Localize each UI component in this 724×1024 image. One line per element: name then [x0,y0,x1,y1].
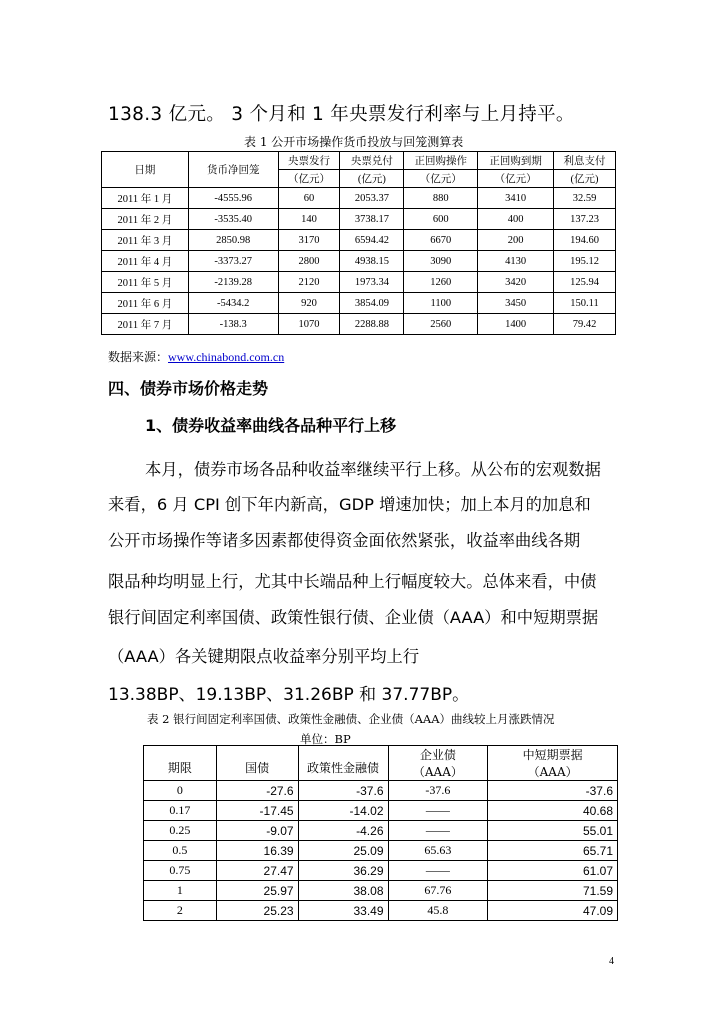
table1-cell: 3450 [478,293,554,314]
table1-caption: 表 1 公开市场操作货币投放与回笼测算表 [244,135,464,149]
table1-cell: 2011 年 4 月 [102,251,189,272]
table2-header-term: 期限 [144,746,217,781]
table1-cell: 400 [478,209,554,230]
table1-cell: 140 [278,209,340,230]
table1-header-redeem: 央票兑付 [340,152,404,170]
table1-cell: 3170 [278,230,340,251]
table1-cell: 3738.17 [340,209,404,230]
table1-row [102,272,616,293]
table1-cell: -138.3 [188,314,278,335]
page-number: 4 [609,956,614,967]
paragraph-line: 公开市场操作等诸多因素都使得资金面依然紧张，收益率曲线各期 [108,531,581,550]
table2-row [144,881,618,901]
table2-cell: 65.63 [388,841,488,861]
table1-cell: -2139.28 [188,272,278,293]
table1-cell: 2011 年 6 月 [102,293,189,314]
table1-cell: 2800 [278,251,340,272]
table2-cell: 47.09 [488,901,618,921]
table2-cell: 25.23 [216,901,298,921]
paragraph-line: 限品种均明显上行，尤其中长端品种上行幅度较大。总体来看，中债 [108,572,597,591]
table1-header-net: 货币净回笼 [188,152,278,188]
data-source-label: 数据来源： [108,350,169,364]
table2-cell: -9.07 [216,821,298,841]
table2-cell: -17.45 [216,801,298,821]
table1-cell: 1100 [404,293,478,314]
table1-cell: 2850.98 [188,230,278,251]
table1-cell: 2120 [278,272,340,293]
table1-cell: 3410 [478,188,554,209]
table1-cell: 600 [404,209,478,230]
table1-cell: 150.11 [554,293,616,314]
table2-cell: 65.71 [488,841,618,861]
table1-row [102,293,616,314]
table2-cell: 61.07 [488,861,618,881]
table1-header-date: 日期 [102,152,189,188]
table1-cell: 2011 年 1 月 [102,188,189,209]
table2-row [144,801,618,821]
table1-cell: 2011 年 7 月 [102,314,189,335]
table1-header-issue: 央票发行 [278,152,340,170]
table1-cell: 2560 [404,314,478,335]
table2-cell: -37.6 [388,781,488,801]
table1-cell: 195.12 [554,251,616,272]
table2-body [144,781,618,921]
table1-body [102,188,616,335]
table1-cell: 1973.34 [340,272,404,293]
table2-cell: 0 [144,781,217,801]
table2-cell: 36.29 [298,861,388,881]
table2-cell: -27.6 [216,781,298,801]
top-line-text: 138.3 亿元。 3 个月和 1 年央票发行利率与上月持平。 [108,104,575,125]
table1-cell: 60 [278,188,340,209]
table2-header-row [144,746,618,764]
table1-cell: -3373.27 [188,251,278,272]
paragraph-line: 银行间固定利率国债、政策性银行债、企业债（AAA）和中短期票据 [108,608,599,627]
table1-cell: -5434.2 [188,293,278,314]
table2-header-corp-rating: （AAA） [388,763,488,781]
table2-cell: 71.59 [488,881,618,901]
table1-row [102,209,616,230]
table1-cell: 200 [478,230,554,251]
table2-cell: 27.47 [216,861,298,881]
paragraph-line: 13.38BP、19.13BP、31.26BP 和 37.77BP。 [108,685,470,705]
table1-cell: 1070 [278,314,340,335]
table1-cell: 137.23 [554,209,616,230]
subsection-heading: 1、债券收益率曲线各品种平行上移 [145,416,397,435]
table1-cell: 6594.42 [340,230,404,251]
table2-cell: 25.09 [298,841,388,861]
table1-row [102,188,616,209]
table1-header-matured-unit: （亿元） [478,170,554,188]
table1-cell: 920 [278,293,340,314]
table1-cell: 3420 [478,272,554,293]
table2-cell: -37.6 [298,781,388,801]
table2-row [144,901,618,921]
table2-row [144,861,618,881]
data-source-link[interactable]: www.chinabond.com.cn [168,350,285,364]
table1-cell: 2288.88 [340,314,404,335]
table1-header-repo-unit: （亿元） [404,170,478,188]
table2-caption: 表 2 银行间固定利率国债、政策性金融债、企业债（AAA）曲线较上月涨跌情况 [147,712,555,726]
table1-cell: 2011 年 5 月 [102,272,189,293]
table2-cell: —— [388,861,488,881]
table1-row [102,251,616,272]
table1-header-redeem-unit: (亿元) [340,170,404,188]
table1-cell: -4555.96 [188,188,278,209]
table2-cell: 2 [144,901,217,921]
table2-cell: -37.6 [488,781,618,801]
table2-row [144,841,618,861]
table1-cell: 880 [404,188,478,209]
table2-cell: 38.08 [298,881,388,901]
section-heading: 四、债券市场价格走势 [108,379,269,398]
table1-cell: 4130 [478,251,554,272]
paragraph-line: （AAA）各关键期限点收益率分别平均上行 [108,647,420,666]
table1-header-row [102,152,616,170]
table2-row [144,821,618,841]
table2-header-corp: 企业债 [388,746,488,764]
table1-cell: 4938.15 [340,251,404,272]
table2-cell: 1 [144,881,217,901]
paragraph-line: 本月，债券市场各品种收益率继续平行上移。从公布的宏观数据 [145,460,601,479]
table2-cell: 16.39 [216,841,298,861]
table1-cell: 6670 [404,230,478,251]
table2-cell: 40.68 [488,801,618,821]
table1-cell: 32.59 [554,188,616,209]
data-source [108,348,284,365]
table1 [101,151,616,335]
table2-header-mtn: 中短期票据 [488,746,618,764]
table1-cell: 1260 [404,272,478,293]
table2-header-mtn-rating: （AAA） [488,763,618,781]
table2-cell: 55.01 [488,821,618,841]
table2-cell: 0.17 [144,801,217,821]
table2-header-treasury: 国债 [216,746,298,781]
table2-cell: 33.49 [298,901,388,921]
table2-cell: 0.75 [144,861,217,881]
table2-unit: 单位：BP [300,732,351,746]
table1-header-interest-unit: (亿元) [554,170,616,188]
table1-cell: 2011 年 3 月 [102,230,189,251]
table1-cell: 125.94 [554,272,616,293]
table2-header-policy: 政策性金融债 [298,746,388,781]
table1-cell: 1400 [478,314,554,335]
table2-row [144,781,618,801]
table1-cell: 194.60 [554,230,616,251]
table2-cell: —— [388,801,488,821]
table1-cell: 79.42 [554,314,616,335]
table1-cell: 2011 年 2 月 [102,209,189,230]
table1-cell: 3090 [404,251,478,272]
table2-cell: —— [388,821,488,841]
table1-header-repo: 正回购操作 [404,152,478,170]
table1-row [102,314,616,335]
table1-cell: -3535.40 [188,209,278,230]
table2-cell: -4.26 [298,821,388,841]
table1-header-matured: 正回购到期 [478,152,554,170]
paragraph-line: 来看，6 月 CPI 创下年内新高，GDP 增速加快；加上本月的加息和 [108,495,591,514]
table1-cell: 2053.37 [340,188,404,209]
table2-cell: 67.76 [388,881,488,901]
table1-header-interest: 利息支付 [554,152,616,170]
table1-row [102,230,616,251]
table2-cell: 0.25 [144,821,217,841]
table2 [143,745,618,921]
table2-cell: -14.02 [298,801,388,821]
table1-cell: 3854.09 [340,293,404,314]
table2-cell: 45.8 [388,901,488,921]
table2-cell: 0.5 [144,841,217,861]
table1-header-issue-unit: （亿元） [278,170,340,188]
table2-cell: 25.97 [216,881,298,901]
